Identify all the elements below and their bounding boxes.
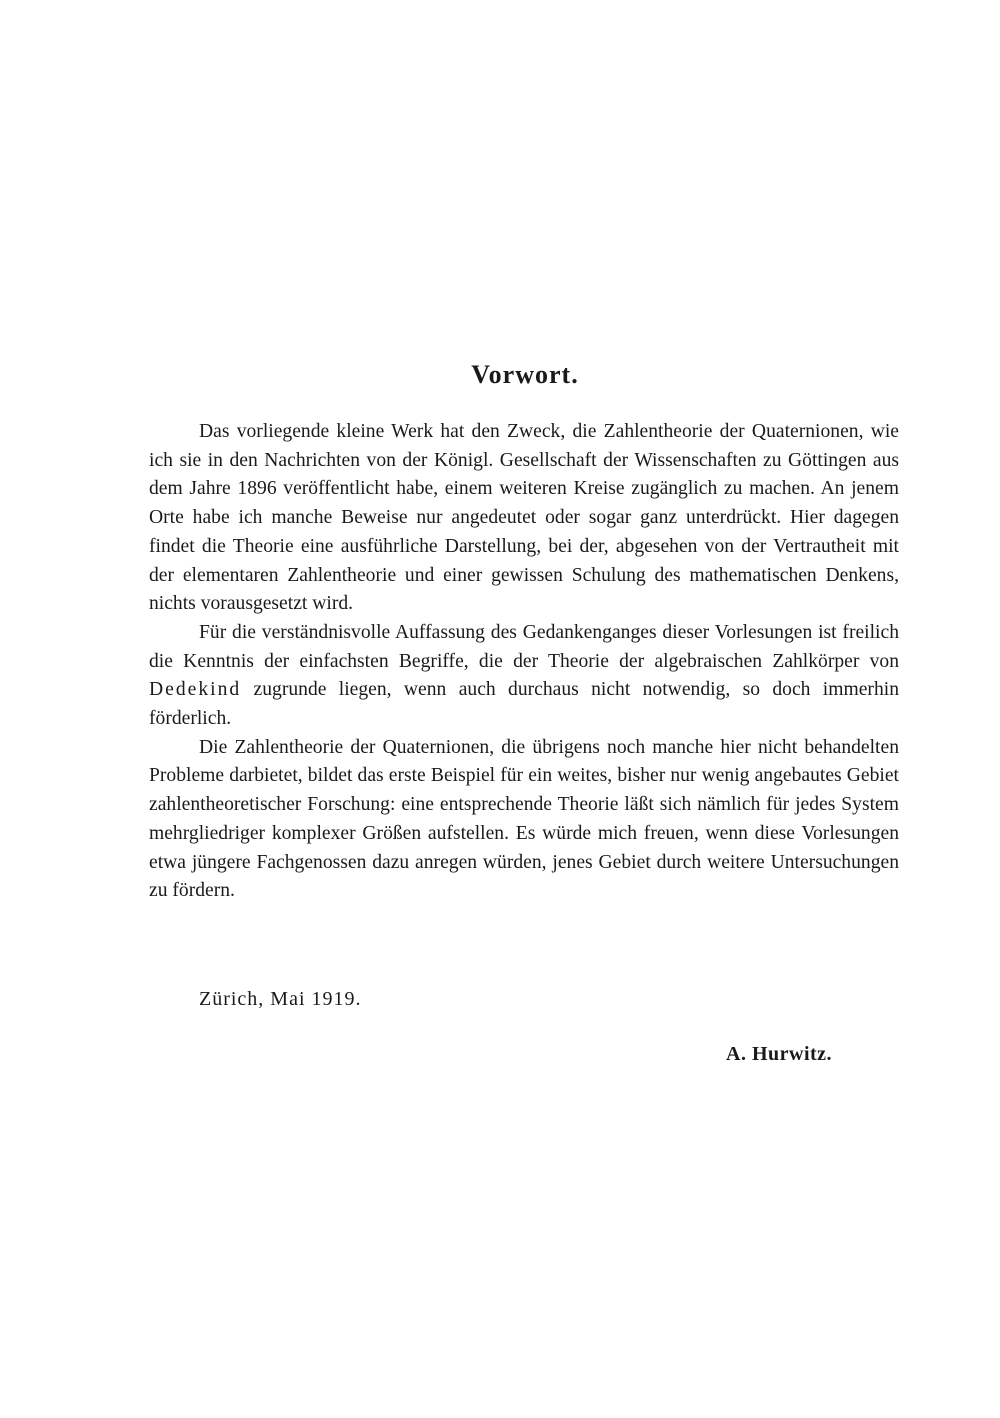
paragraph-2 — [149, 619, 899, 734]
paragraph-1: Das vorliegende kleine Werk hat den Zweck, die Zahlentheorie der Quaternionen, wie ich sie in den Nachrichten von der Königl. Gesellschaft der Wissenschaften zu Göttingen aus dem Jahre 1896 veröffentlicht habe, einem weiteren Kreise zugänglich zu machen. An jenem Orte habe ich manche Beweise nur angedeutet oder sogar ganz unterdrückt. Hier dagegen findet die Theorie eine ausführliche Darstellung, bei der, abgesehen von der Vertrautheit mit der elementaren Zahlentheorie und einer gewissen Schulung des mathematischen Denkens, nichts vorausgesetzt wird. — [149, 421, 899, 615]
page-title: Vorwort. — [471, 360, 579, 389]
paragraph-2-text-after: zugrunde liegen, wenn auch durchaus nicht notwendig, so doch immerhin förderlich. — [149, 679, 899, 730]
preface-body — [149, 418, 899, 906]
paragraph-2-text-before: Für die verständnisvolle Auffassung des Gedankenganges dieser Vorlesungen ist freilich die Kenntnis der einfachsten Begriffe, die der Theorie der algebraischen Zahlkörper von — [149, 621, 899, 672]
author-signature: A. Hurwitz. — [726, 1043, 833, 1065]
place-date: Zürich, Mai 1919. — [199, 988, 362, 1010]
paragraph-3: Die Zahlentheorie der Quaternionen, die übrigens noch manche hier nicht behandelten Probleme darbietet, bildet das erste Beispiel für ein weites, bisher nur wenig angebautes Gebiet zahlentheoretischer Forschung: eine entsprechende Theorie läßt sich nämlich für jedes System mehrgliedriger komplexer Größen aufstellen. Es würde mich freuen, wenn diese Vorlesungen etwa jüngere Fachgenossen dazu anregen würden, jenes Gebiet durch weitere Untersuchungen zu fördern. — [149, 736, 899, 902]
author-name-dedekind: Dedekind — [149, 679, 242, 701]
